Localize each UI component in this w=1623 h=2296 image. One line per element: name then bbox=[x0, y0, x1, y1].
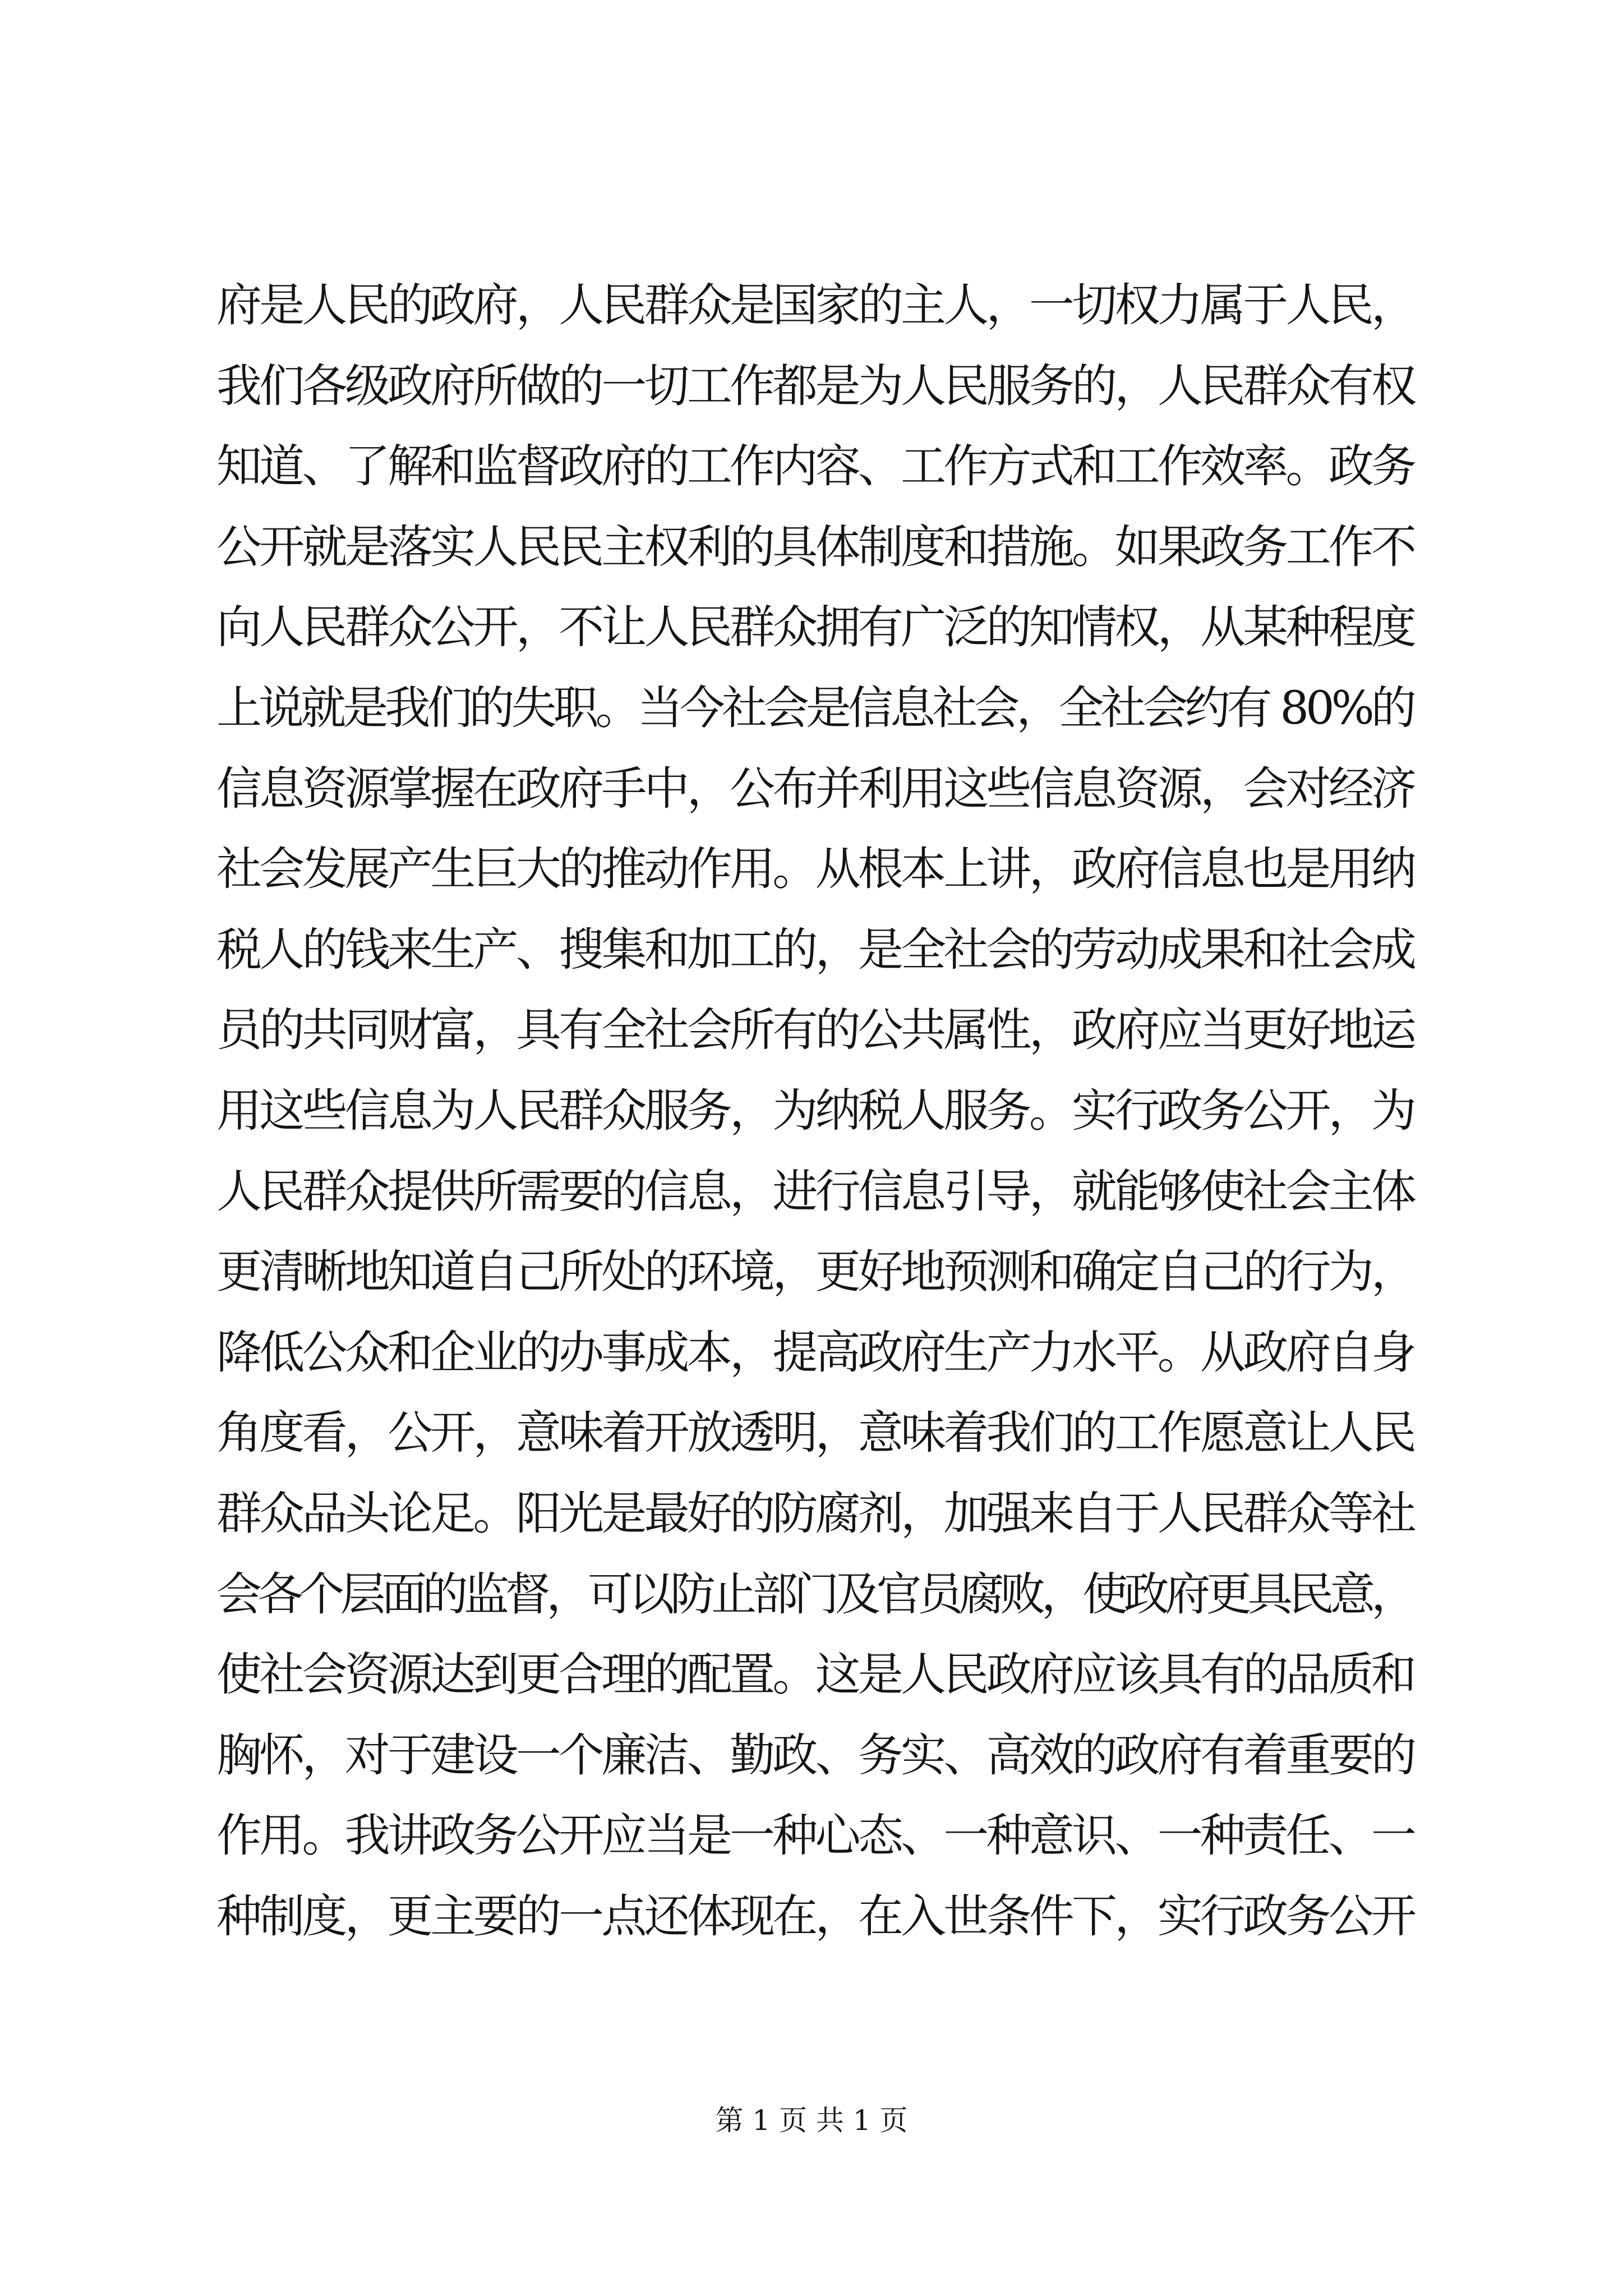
text-line: 社会发展产生巨大的推动作用。从根本上讲，政府信息也是用纳 bbox=[216, 843, 1414, 896]
text-line: 信息资源掌握在政府手中，公布并利用这些信息资源，会对经济 bbox=[216, 762, 1414, 816]
text-line: 种制度，更主要的一点还体现在，在入世条件下，实行政务公开 bbox=[216, 1890, 1414, 1943]
text-line: 员的共同财富，具有全社会所有的公共属性，政府应当更好地运 bbox=[216, 1004, 1414, 1057]
text-line: 角度看，公开，意味着开放透明，意味着我们的工作愿意让人民 bbox=[216, 1407, 1414, 1460]
text-line: 府是人民的政府，人民群众是国家的主人，一切权力属于人民， bbox=[216, 279, 1414, 332]
text-line: 使社会资源达到更合理的配置。这是人民政府应该具有的品质和 bbox=[216, 1649, 1414, 1702]
text-line: 更清晰地知道自己所处的环境，更好地预测和确定自己的行为， bbox=[216, 1246, 1414, 1299]
text-line: 知道、了解和监督政府的工作内容、工作方式和工作效率。政务 bbox=[216, 440, 1414, 494]
text-line: 人民群众提供所需要的信息，进行信息引导，就能够使社会主体 bbox=[216, 1165, 1414, 1218]
text-line: 降低公众和企业的办事成本，提高政府生产力水平。从政府自身 bbox=[216, 1326, 1414, 1379]
text-line: 胸怀，对于建设一个廉洁、勤政、务实、高效的政府有着重要的 bbox=[216, 1729, 1414, 1782]
page-footer: 第 1 页 共 1 页 bbox=[715, 2104, 908, 2137]
text-line: 会各个层面的监督，可以防止部门及官员腐败，使政府更具民意， bbox=[216, 1568, 1413, 1621]
text-line: 向人民群众公开，不让人民群众拥有广泛的知情权，从某种程度 bbox=[216, 601, 1414, 655]
text-line: 公开就是落实人民民主权利的具体制度和措施。如果政务工作不 bbox=[216, 521, 1414, 574]
text-line: 群众品头论足。阳光是最好的防腐剂，加强来自于人民群众等社 bbox=[216, 1488, 1414, 1540]
text-line: 作用。我讲政务公开应当是一种心态、一种意识、一种责任、一 bbox=[216, 1810, 1414, 1863]
text-line: 上说就是我们的失职。当今社会是信息社会，全社会约有 80%的 bbox=[216, 682, 1413, 735]
text-line: 税人的钱来生产、搜集和加工的，是全社会的劳动成果和社会成 bbox=[216, 923, 1414, 977]
text-line: 我们各级政府所做的一切工作都是为人民服务的，人民群众有权 bbox=[216, 360, 1414, 413]
text-line: 用这些信息为人民群众服务，为纳税人服务。实行政务公开，为 bbox=[216, 1085, 1414, 1138]
